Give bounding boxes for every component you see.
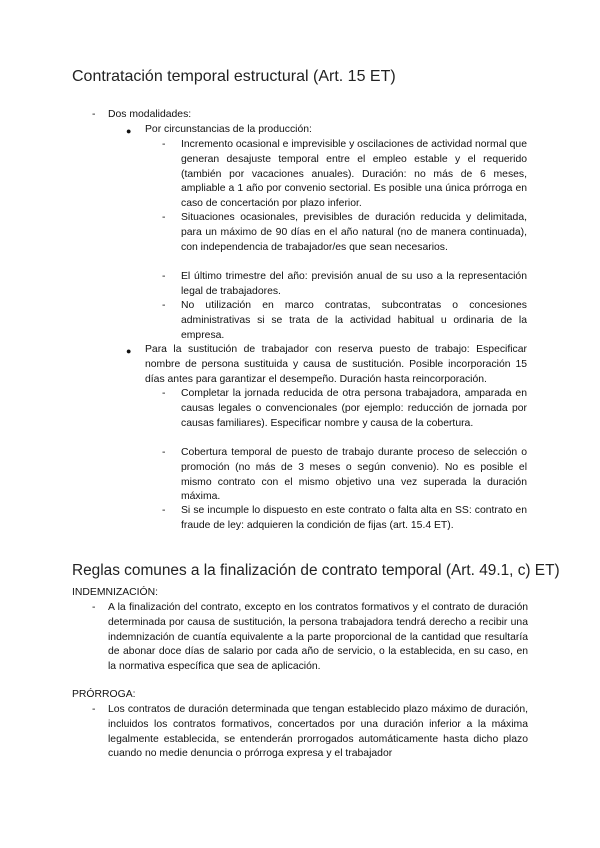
sustitucion-item-3: Si se incumple lo dispuesto en este contrato o falta alta en SS: contrato en fraude de ley: adquieren la condición de fijas (art. 15.4 ET). xyxy=(181,505,527,531)
indemnizacion-text: A la finalización del contrato, excepto en los contratos formativos y el contrato de duración determinada por causa de sustitución, la persona trabajadora tendrá derecho a recibir una indemnización de cuantía equivalente a la parte proporcional de la cantidad que resultaría de abonar doce días de salario por cada año de servicio, o la establecida, en su caso, en la normativa específica que sea de aplicación. xyxy=(108,602,528,673)
prorroga-text: Los contratos de duración determinada que tengan establecido plazo máximo de duración, incluidos los contratos formativos, concertados por una duración inferior a la máxima legalmente establecida, se entenderán prorrogados automáticamente hasta dicho plazo cuando no medie denuncia o prórroga expresa y el trabajador xyxy=(108,704,528,760)
dash-marker: - xyxy=(162,139,166,150)
bullet-marker: ● xyxy=(126,126,132,136)
sustitucion-item-2: Cobertura temporal de puesto de trabajo durante proceso de selección o promoción (no más de 3 meses o según convenio). No es posible el mismo contrato con el mismo objetivo una vez superada la duración máxima. xyxy=(181,447,527,503)
circunstancias-item-3: El último trimestre del año: previsión anual de su uso a la representación legal de trabajadores. xyxy=(181,271,527,297)
sustitucion-item-1: Completar la jornada reducida de otra persona trabajadora, amparada en causas legales o convencionales (por ejemplo: reducción de jornada por causas familiares). Especificar nombre y causa de la cobertura. xyxy=(181,388,527,429)
circunstancias-item-1: Incremento ocasional e imprevisible y oscilaciones de actividad normal que generan desajuste temporal entre el empleo estable y el requerido (también por vacaciones anuales). Duración: no más de 6 meses, ampliable a 1 año por convenio sectorial. Es posible una única prórroga en caso de concertación por plazo inferior. xyxy=(181,139,527,210)
circunstancias-item-4: No utilización en marco contratas, subcontratas o concesiones administrativas si se trata de la actividad habitual u ordinaria de la empresa. xyxy=(181,300,527,341)
dash-marker: - xyxy=(162,388,166,399)
dash-marker: - xyxy=(162,300,166,311)
section-title-reglas-comunes: Reglas comunes a la finalización de contrato temporal (Art. 49.1, c) ET) xyxy=(72,562,560,579)
bullet-circunstancias-label: Por circunstancias de la producción: xyxy=(145,124,312,135)
dash-marker: - xyxy=(162,271,166,282)
dash-marker: - xyxy=(162,447,166,458)
circunstancias-item-2: Situaciones ocasionales, previsibles de duración reducida y delimitada, para un máximo de 90 días en el año natural (no de manera continuada), con independencia de trabajador/es que sean necesarios. xyxy=(181,212,527,253)
bullet-marker: ● xyxy=(126,346,132,356)
dash-marker: - xyxy=(162,505,166,516)
section-title-contratacion: Contratación temporal estructural (Art. 15 ET) xyxy=(72,68,396,85)
dash-marker: - xyxy=(92,109,96,120)
prorroga-label: PRÓRROGA: xyxy=(72,689,136,700)
bullet-sustitucion-label: Para la sustitución de trabajador con reserva puesto de trabajo: Especificar nombre de persona sustituida y causa de sustitución. Posible incorporación 15 días antes para garantizar el desempeño. Duración hasta reincorporación. xyxy=(145,344,527,385)
indemnizacion-label: INDEMNIZACIÓN: xyxy=(72,587,159,598)
dash-marker: - xyxy=(92,602,96,613)
dash-marker: - xyxy=(162,212,166,223)
dash-marker: - xyxy=(92,704,96,715)
dos-modalidades-item: Dos modalidades: xyxy=(108,109,192,120)
